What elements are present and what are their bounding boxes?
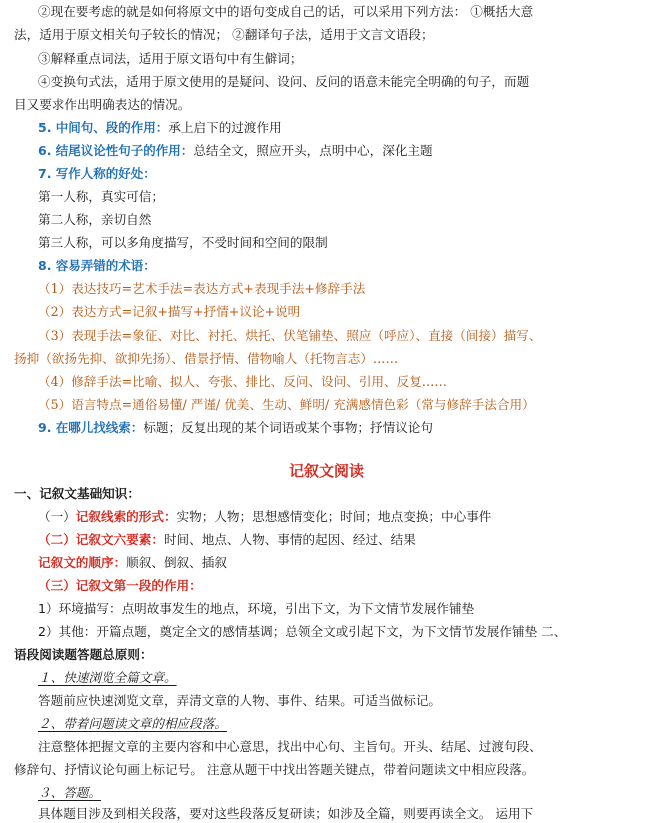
term-1: （1）表达技巧=艺术手法=表达方式+表现手法+修辞手法	[38, 281, 366, 296]
method-paragraph-4-line1: ④变换句式法，适用于原文使用的是疑问、设问、反问的语意未能完全明确的句子，而题	[38, 74, 530, 89]
term-3-line2: 扬抑（欲扬先抑、欲抑先扬）、借景抒情、借物喻人（托物言志）……	[14, 351, 399, 366]
order-text: 顺叙、倒叙、插叙	[126, 555, 227, 570]
step-3-heading: ３、答题。	[38, 785, 101, 800]
term-3-line1: （3）表现手法=象征、对比、衬托、烘托、伏笔铺垫、照应（呼应）、直接（间接）描写、	[38, 328, 542, 343]
person-second: 第二人称，亲切自然	[38, 212, 152, 227]
item-6-label: 6. 结尾议论性句子的作用：	[38, 143, 194, 158]
method-paragraph-line2: 法，适用于原文相关句子较长的情况； ②翻译句子法，适用于文言文语段；	[14, 27, 434, 42]
step-1-text: 答题前应快速浏览文章，弄清文章的人物、事件、结果。可适当做标记。	[38, 693, 441, 708]
environment-description: 1）环境描写：点明故事发生的地点，环境，引出下文，为下文情节发展作铺垫	[38, 601, 475, 616]
narrative-order	[38, 554, 227, 572]
narrative-title: 记叙文阅读	[288, 462, 364, 480]
item-7-label: 7. 写作人称的好处：	[38, 166, 156, 181]
item-6-text: 总结全文，照应开头，点明中心，深化主题	[193, 143, 433, 158]
method-paragraph-4-line2: 目又要求作出明确表达的情况。	[14, 97, 191, 112]
section-2-heading: 语段阅读题答题总原则：	[14, 647, 153, 662]
term-5: （5）语言特点=通俗易懂/ 严谨/ 优美、生动、鲜明/ 充满感情色彩（常与修辞手法合用）	[38, 397, 535, 412]
order-label: 记叙文的顺序：	[38, 555, 127, 570]
item-7	[38, 165, 156, 183]
item-5-label: 5. 中间句、段的作用：	[38, 120, 169, 135]
step-2-text-line1: 注意整体把握文章的主要内容和中心意思，找出中心句、主旨句。开头、结尾、过渡句段、	[38, 739, 542, 754]
step-1-heading: １、快速浏览全篇文章。	[38, 670, 177, 685]
item-9-text: 标题；反复出现的某个词语或某个事物；抒情议论句	[143, 420, 433, 435]
term-4: （4）修辞手法=比喻、拟人、夸张、排比、反问、设问、引用、反复……	[38, 374, 447, 389]
term-2: （2）表达方式=记叙+描写+抒情+议论+说明	[38, 304, 301, 319]
first-para-label: （三）记叙文第一段的作用：	[38, 578, 202, 593]
six-label: （二）记叙文六要素：	[38, 532, 164, 547]
first-paragraph-role	[38, 577, 202, 595]
item-5	[38, 119, 282, 137]
six-elements	[38, 531, 416, 549]
other-description: 2）其他：开篇点题，奠定全文的感情基调；总领全文或引起下文，为下文情节发展作铺垫 二、	[38, 624, 567, 639]
item-9-label: 9. 在哪儿找线索：	[38, 420, 144, 435]
person-first: 第一人称，真实可信；	[38, 189, 164, 204]
step-2-heading: ２、带着问题读文章的相应段落。	[38, 716, 227, 731]
item-8-label: 8. 容易弄错的术语：	[38, 258, 156, 273]
item-8	[38, 257, 156, 275]
item-6	[38, 142, 433, 160]
item-5-text: 承上启下的过渡作用	[168, 120, 282, 135]
method-paragraph-3: ③解释重点词法，适用于原文语句中有生僻词；	[38, 51, 303, 66]
clue-forms	[38, 508, 491, 526]
step-2-text-line2: 修辞句、抒情议论句画上标记号。 注意从题干中找出答题关键点，带着问题读文中相应段落。	[14, 762, 535, 777]
clue-text: 实物；人物；思想感情变化；时间；地点变换；中心事件	[176, 509, 492, 524]
person-third: 第三人称，可以多角度描写，不受时间和空间的限制	[38, 235, 328, 250]
clue-prefix: （一）	[38, 509, 76, 524]
six-text: 时间、地点、人物、事情的起因、经过、结果	[163, 532, 416, 547]
item-9	[38, 419, 433, 437]
step-3-text: 具体题目涉及到相关段落，要对这些段落反复研读；如涉及全篇，则要再读全文。 运用下	[38, 806, 534, 821]
clue-label: 记叙线索的形式：	[75, 509, 177, 524]
section-1-heading: 一、记叙文基础知识：	[14, 486, 140, 501]
method-paragraph-line1: ②现在要考虑的就是如何将原文中的语句变成自己的话，可以采用下列方法： ①概括大意	[38, 4, 534, 19]
